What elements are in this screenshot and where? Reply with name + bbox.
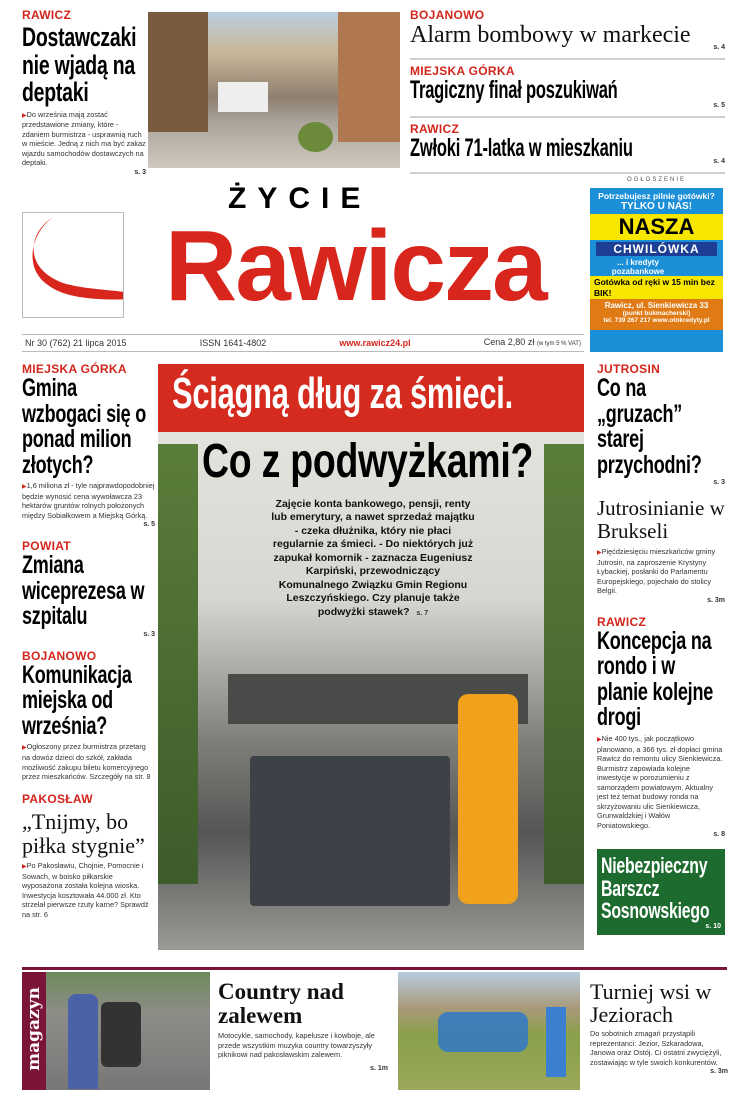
page-ref: s. 3m	[710, 1068, 728, 1076]
lead: ▶ Do września mają zostać przedstawione zmiany, które - zdaniem burmistrza - usprawnią ruch w mieście. Jedną z nich ma być zakaz wjazdu samochodów dostawczych na deptaki.	[22, 110, 146, 168]
street-photo	[148, 12, 400, 168]
kicker: PAKOSŁAW	[22, 791, 93, 806]
main-body-block	[270, 498, 476, 619]
teaser[interactable]	[410, 8, 725, 60]
headline: Country nad zalewem	[218, 979, 344, 1029]
issn: ISSN 1641-4802	[199, 337, 267, 348]
lead: Motocykle, samochody, kapelusze i kowboje, ale przede wszystkim muzyka country towarzyszyły piknikowi nad pakosławskim zalewem.	[218, 1031, 375, 1060]
story[interactable]	[597, 362, 725, 487]
headline: Turniej wsi w Jeziorach	[590, 979, 712, 1028]
kicker: JUTROSIN	[597, 362, 661, 376]
story-turniej[interactable]	[590, 980, 728, 1076]
story[interactable]	[22, 649, 155, 782]
kicker: POWIAT	[22, 539, 71, 554]
headline: Zmiana wiceprezesa w szpitalu	[22, 551, 145, 631]
page-ref: s. 1m	[370, 1064, 388, 1072]
masthead-title: Rawicza	[165, 210, 546, 322]
kicker: BOJANOWO	[22, 648, 97, 663]
motorcycles-photo	[46, 972, 210, 1090]
story[interactable]	[597, 497, 725, 605]
lead: ▶ 1,6 miliona zł - tyle najprawdopodobniej będzie wynosić cena wywoławcza 23 hektarów gruntów rolnych położonych między Sobiałkowem a Miejską Górką.	[22, 481, 155, 520]
kicker: BOJANOWO	[410, 8, 485, 22]
page-ref: s. 10	[705, 923, 721, 931]
kicker: MIEJSKA GÓRKA	[22, 362, 127, 376]
left-column	[22, 362, 155, 929]
ad-label: OGŁOSZENIE	[626, 177, 686, 183]
page-ref: s. 4	[713, 158, 725, 165]
headline: „Tnijmy, bo piłka stygnie”	[22, 808, 145, 858]
ad-text: Rawicz, ul. Sienkiewicza 33	[604, 300, 709, 310]
kicker: RAWICZ	[597, 614, 647, 629]
tug-of-war-photo	[398, 972, 580, 1090]
story-country[interactable]	[218, 980, 388, 1073]
issue-info-bar	[22, 334, 584, 352]
ad-text: Potrzebujesz pilnie gotówki?	[598, 191, 715, 201]
story-top-left[interactable]	[22, 8, 146, 177]
lead: ▶ Po Pakosławiu, Chojnie, Pomocnie i Sowach, w boisko piłkarskie wyposażona została kolejna wioska. Inwestycja kosztowała 44.000 zł. Kto strzelał pierwsze rzuty karne? Sprawdź na str. 6	[22, 861, 155, 919]
page-ref: s. 3	[143, 630, 155, 638]
teaser[interactable]	[410, 122, 725, 174]
magazine-label-bar	[22, 972, 46, 1090]
ad-text: Gotówka od ręki w 15 min bez BIK!	[590, 276, 723, 298]
ad-text: (punkt bukmacherski)	[622, 309, 691, 317]
lead: Do sobotnich zmagań przystąpili reprezentanci: Jezior, Szkaradowa, Janowa oraz Ostój. Ci ostatni zwyciężyli, zostawiając w tyle swoich konkurentów.	[590, 1029, 722, 1067]
story[interactable]	[22, 362, 155, 529]
issue-number: Nr 30 (762) 21 lipca 2015	[25, 337, 127, 348]
headline: Tragiczny finał poszukiwań	[410, 76, 618, 104]
page-ref: s. 3	[134, 168, 146, 176]
page-ref: s. 5	[713, 102, 725, 109]
ad-text: CHWILÓWKA	[596, 242, 717, 256]
page-ref: s. 3m	[707, 596, 725, 604]
kicker: RAWICZ	[22, 8, 72, 22]
ad-text: tel. 739 267 217 www.otokredyty.pl	[603, 316, 710, 324]
banner-headline: Ściągną dług za śmieci.	[172, 369, 513, 418]
headline: Niebezpieczny Barszcz Sosnowskiego	[601, 853, 710, 923]
waste-bin-photo	[250, 756, 450, 906]
magazine-label: magazyn	[24, 987, 44, 1071]
headline: Zwłoki 71-latka w mieszkaniu	[410, 134, 633, 162]
headline: Koncepcja na rondo i w planie kolejne drogi	[597, 626, 714, 732]
kicker: RAWICZ	[410, 122, 460, 136]
website-link[interactable]: www.rawicz24.pl	[339, 337, 411, 348]
trees-photo	[544, 444, 584, 884]
page-ref: s. 3	[713, 479, 725, 486]
worker-photo	[458, 694, 518, 904]
lead-story[interactable]	[158, 364, 584, 950]
page-ref: s. 7	[416, 609, 429, 617]
story[interactable]	[22, 539, 155, 639]
page-ref: s. 8	[713, 831, 725, 839]
headline: Gmina wzbogaci się o ponad milion złotych?	[22, 374, 147, 479]
main-body: Zajęcie konta bankowego, pensji, renty lub emerytury, a nawet sprzedaż majątku - czeka dłużnika, który nie płaci regularnie za śmieci. - Do niektórych już zapukał komornik - zaznacza Eugeniusz Karpiński, przewodniczący Komunalnego Związku Gmin Regionu Leszczyńskiego. Czy planuje także podwyżki stawek?	[271, 498, 475, 618]
lead: ▶ Nie 400 tys., jak początkowo planowano, a 366 tys. zł dopłaci gmina Rawicz do remontu ulicy Sienkiewicza. Burmistrz zapowiada kolejne inwestycje w porozumieniu z samorządem powiatowym. Aktualny jest też temat budowy ronda na skrzyżowaniu ulic Sienkiewicza, Grunwaldzkiej i Wałów Poniatowskiego.	[597, 734, 725, 830]
headline: Komunikacja miejska od września?	[22, 660, 132, 740]
trees-photo	[158, 444, 198, 884]
headline: Dostawczaki nie wjadą na deptaki	[22, 22, 137, 108]
page-ref: s. 5	[143, 521, 155, 529]
magazine-rule	[22, 967, 727, 970]
price: Cena 2,80 zł	[483, 336, 535, 347]
headline: Jutrosinianie w Brukseli	[597, 496, 725, 544]
headline: Co na „gruzach” starej przychodni?	[597, 374, 702, 479]
ad-text: ... i kredyty pozabankowe	[611, 258, 665, 277]
headline-banner	[158, 364, 584, 432]
logo-mark	[22, 212, 124, 318]
story[interactable]	[22, 792, 155, 920]
headline: Alarm bombowy w markecie	[410, 22, 691, 48]
kicker: MIEJSKA GÓRKA	[410, 64, 515, 78]
right-column	[597, 362, 725, 935]
vat-note: (w tym 5 % VAT)	[536, 340, 581, 347]
teaser[interactable]	[410, 64, 725, 118]
ad-text: NASZA	[590, 214, 723, 240]
lead: ▶ Pięćdziesięciu mieszkańców gminy Jutrosin, na zaproszenie Krystyny Łybackiej, posłanki do Parlamentu Europejskiego, pojechało do stolicy Belgii.	[597, 547, 725, 596]
promo-box[interactable]	[597, 849, 725, 935]
ad-text: TYLKO U NAS!	[620, 201, 693, 212]
advertisement[interactable]	[590, 188, 723, 352]
story[interactable]	[597, 615, 725, 839]
masthead-small: ŻYCIE	[228, 182, 372, 215]
lead: ▶ Ogłoszony przez burmistrza przetarg na dowóz dzieci do szkół, zakłada możliwość zakupu biletu komercyjnego przez mieszkańców. Szczegóły na str. 8	[22, 742, 155, 781]
main-headline: Co z podwyżkami?	[202, 435, 534, 488]
page-ref: s. 4	[713, 44, 725, 51]
top-right-teasers	[410, 8, 725, 174]
